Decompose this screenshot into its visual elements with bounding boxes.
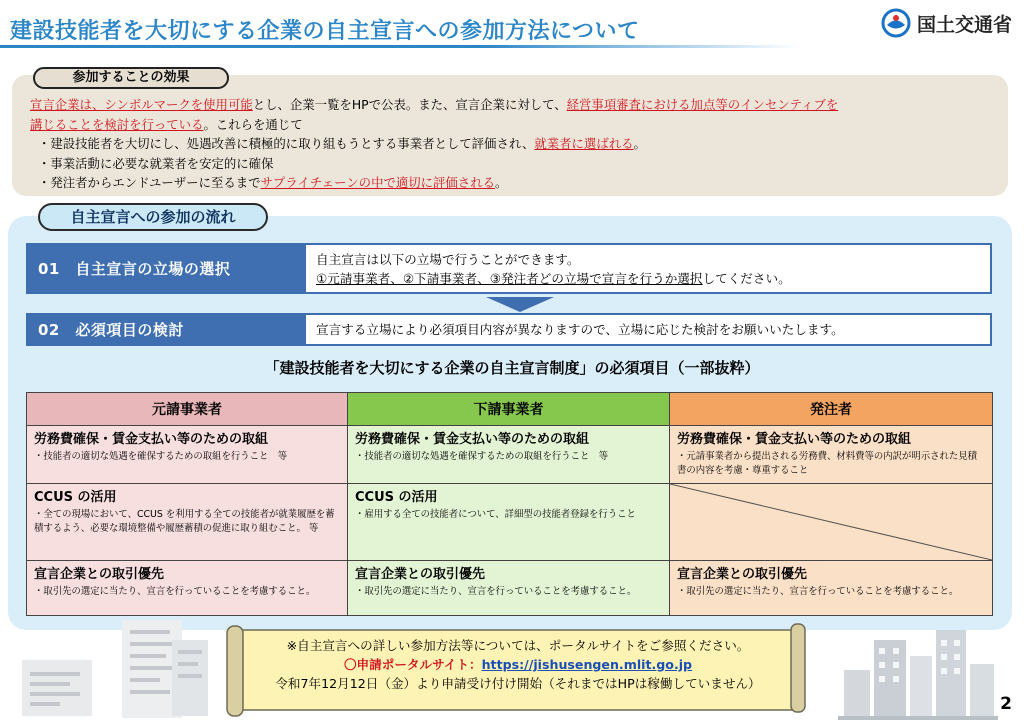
effects-bullet-2: ・事業活動に必要な就業者を安定的に確保 bbox=[38, 155, 274, 171]
notice-line-3: 令和7年12月12日（金）より申請受け付け開始（それまではHPは稼働していません） bbox=[275, 676, 761, 691]
table-row bbox=[27, 484, 993, 561]
portal-link[interactable]: https://jishusengen.mlit.go.jp bbox=[481, 657, 693, 672]
table-cell: 宣言企業との取引優先 ・取引先の選定に当たり、宣言を行っていることを考慮すること。 bbox=[27, 561, 348, 616]
diagonal-line bbox=[670, 484, 992, 560]
table-cell: 労務費確保・賃金支払い等のための取組 ・技能者の適切な処遇を確保するための取組を行うこと 等 bbox=[27, 426, 348, 484]
table-row bbox=[27, 561, 993, 616]
effects-body bbox=[30, 95, 990, 193]
step-2-body: 宣言する立場により必須項目内容が異なりますので、立場に応じた検討をお願いいたします。 bbox=[316, 322, 844, 337]
table-cell: 宣言企業との取引優先 ・取引先の選定に当たり、宣言を行っていることを考慮すること。 bbox=[348, 561, 670, 616]
step-2-title: 02 必須項目の検討 bbox=[28, 315, 306, 344]
table-row bbox=[27, 426, 993, 484]
requirements-table-title: 「建設技能者を大切にする企業の自主宣言制度」の必須項目（一部抜粋） bbox=[264, 359, 760, 377]
flow-down-arrow-icon bbox=[486, 297, 554, 312]
step-1-body: 自主宣言は以下の立場で行うことができます。 ①元請事業者、②下請事業者、③発注者どの立場で宣言を行うか選択してください。 bbox=[316, 251, 791, 286]
notice-line-2: 〇申請ポータルサイト：https://jishusengen.mlit.go.jp bbox=[343, 657, 693, 672]
documents-illustration bbox=[22, 620, 212, 720]
title-underline bbox=[0, 45, 800, 48]
page-title: 建設技能者を大切にする企業の自主宣言への参加方法について bbox=[10, 19, 640, 44]
effects-bullet-3: ・発注者からエンドユーザーに至るまでサプライチェーンの中で適切に評価される。 bbox=[38, 175, 508, 190]
table-cell: 労務費確保・賃金支払い等のための取組 ・元請事業者から提出される労務費、材料費等の内訳が明示された見積書の内容を考慮・尊重すること bbox=[670, 426, 993, 484]
mlit-emblem-icon bbox=[881, 8, 911, 38]
ministry-logo bbox=[881, 8, 1012, 38]
step-1-title: 01 自主宣言の立場の選択 bbox=[28, 245, 306, 292]
step-2 bbox=[26, 313, 992, 346]
step-1 bbox=[26, 243, 992, 294]
effects-line-1: 宣言企業は、シンボルマークを使用可能とし、企業一覧をHPで公表。また、宣言企業に対して、経営事項審査における加点等のインセンティブを bbox=[30, 97, 839, 112]
table-header-row bbox=[27, 393, 993, 426]
page-number: 2 bbox=[1000, 694, 1012, 714]
notice-line-1: ※自主宣言への詳しい参加方法等については、ポータルサイトをご参照ください。 bbox=[286, 638, 750, 653]
table-cell: CCUS の活用 ・雇用する全ての技能者について、詳細型の技能者登録を行うこと bbox=[348, 484, 670, 561]
header-subcontractor: 下請事業者 bbox=[348, 393, 670, 426]
table-cell: 宣言企業との取引優先 ・取引先の選定に当たり、宣言を行っていることを考慮すること。 bbox=[670, 561, 993, 616]
buildings-illustration bbox=[838, 630, 998, 720]
header-prime-contractor: 元請事業者 bbox=[27, 393, 348, 426]
empty-cell-diagonal bbox=[670, 484, 993, 561]
header-client: 発注者 bbox=[670, 393, 993, 426]
flow-heading: 自主宣言への参加の流れ bbox=[38, 203, 268, 231]
requirements-table bbox=[26, 392, 993, 616]
table-cell: CCUS の活用 ・全ての現場において、CCUS を利用する全ての技能者が就業履歴を蓄積するよう、必要な環境整備や履歴蓄積の促進に取り組むこと。 等 bbox=[27, 484, 348, 561]
effects-bullet-1: ・建設技能者を大切にし、処遇改善に積極的に取り組もうとする事業者として評価され、就業者に選ばれる。 bbox=[38, 136, 646, 151]
effects-heading: 参加することの効果 bbox=[33, 67, 229, 89]
effects-line-2: 講じることを検討を行っている。これらを通じて bbox=[30, 116, 303, 132]
table-cell: 労務費確保・賃金支払い等のための取組 ・技能者の適切な処遇を確保するための取組を行うこと 等 bbox=[348, 426, 670, 484]
ministry-name: 国土交通省 bbox=[916, 13, 1012, 36]
notice-content bbox=[248, 636, 788, 693]
